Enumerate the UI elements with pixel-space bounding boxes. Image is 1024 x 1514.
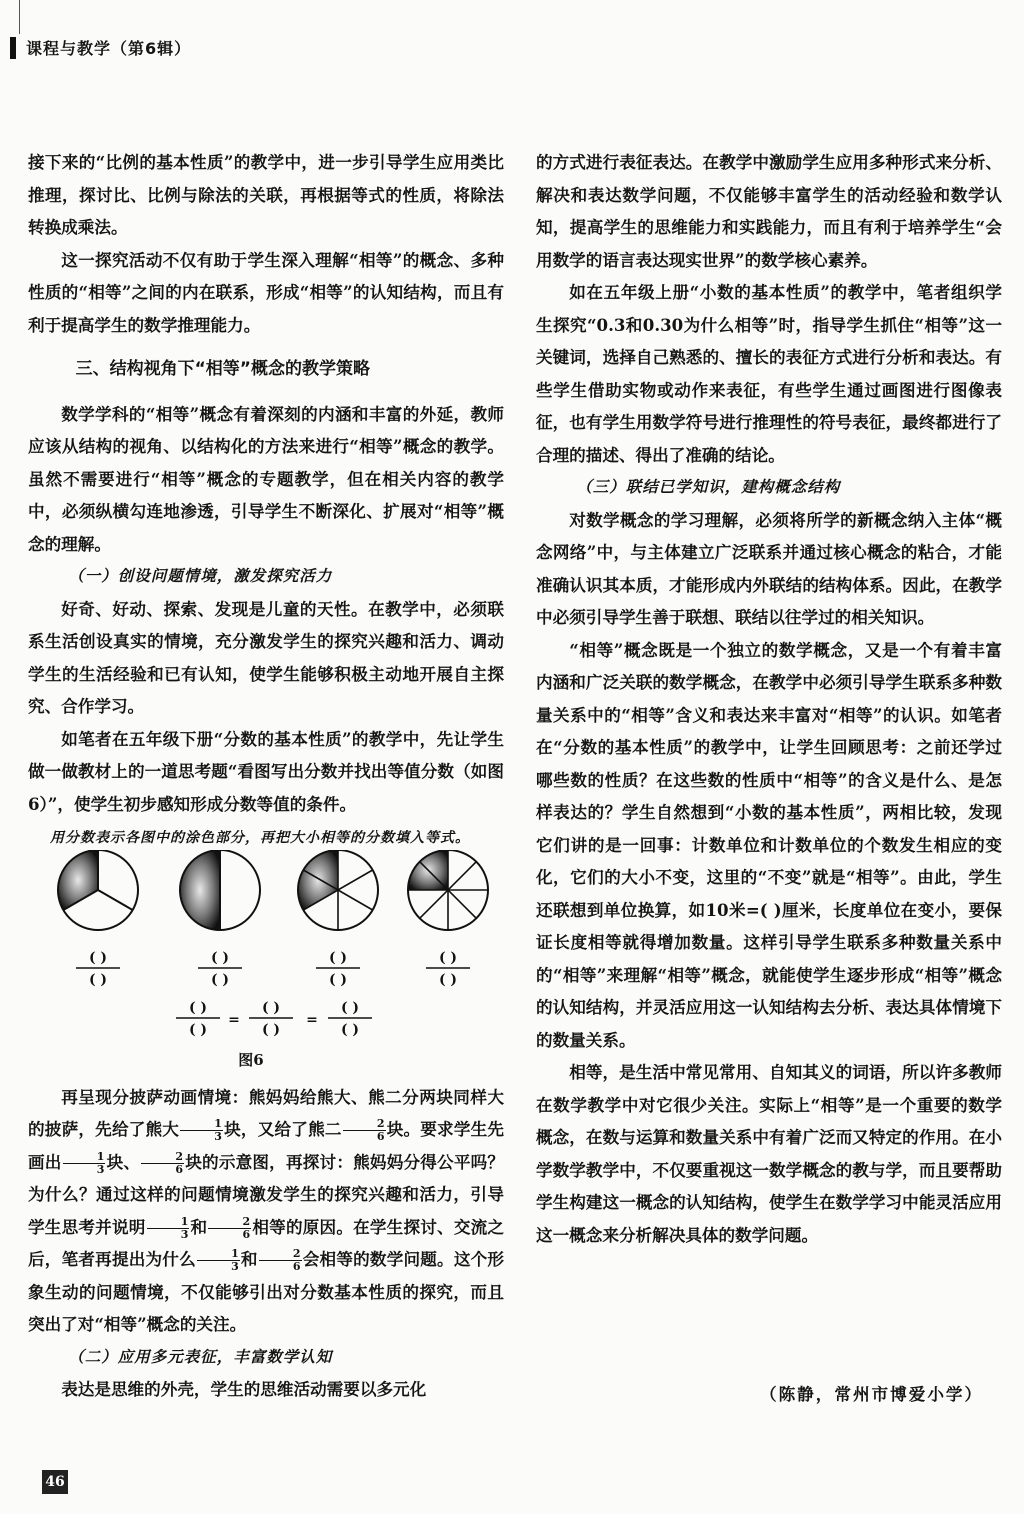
figure-label: 图6 [238,1051,264,1069]
right-column [536,146,1002,1251]
circle-eighths [408,850,488,930]
fraction-two-sixths: $\frac{2}{6}$ [343,1118,386,1143]
figure-caption: 用分数表示各图中的涂色部分，再把大小相等的分数填入等式。 [50,830,470,846]
paragraph-with-fractions: 再呈现分披萨动画情境：熊妈妈给熊大、熊二分两块同样大的披萨，先给了熊大 $\frac{1}{3}$ 块，又给了熊二 $\frac{2}{6}$ 块。要求学生先画出 $\frac{1}{3}$ 块、 $\frac{2}{6}$ 块的示意图，再探讨：熊妈妈分得公平吗？为什么？通过这样的问题情境激发学生的探究兴趣和活力，引导学生思考并说明 $\frac{1}{3}$ 和 $\frac{2}{6}$ 相等的原因。在学生探讨、交流之后，笔者再提出为什么 $\frac{1}{3}$ 和 $\frac{2}{6}$ 会相等的数学问题。这个形象生动的问题情境，不仅能够引出对分数基本性质的探究，而且突出了对“相等”概念的关注。 [28,1086,505,1334]
author-affiliation: （陈静，常州市博爱小学） [760,1384,984,1404]
paragraph: 数学学科的“相等”概念有着深刻的内涵和丰富的外延，教师应该从结构的视角、以结构化的方法来进行“相等”概念的教学。虽然不需要进行“相等”概念的专题教学，但在相关内容的教学中，必须纵横勾连地渗透，引导学生不断深化、扩展对“相等”概念的理解。 [28,403,504,554]
circle-halves [180,850,260,930]
paragraph: 对数学概念的学习理解，必须将所学的新概念纳入主体“概念网络”中，与主体建立广泛联系并通过核心概念的粘合，才能准确认识其本质，才能形成内外联结的结构体系。因此，在教学中必须引导学生善于联想、联结以往学过的相关知识。 [536,509,1002,627]
paragraph: 相等，是生活中常见常用、自知其义的词语，所以许多教师在数学教学中对它很少关注。实际上“相等”是一个重要的数学概念，在数与运算和数量关系中有着广泛而又特定的作用。在小学数学教学中，不仅要重视这一数学概念的教与学，而且要帮助学生构建这一概念的认知结构，使学生在数学学习中能灵活应用这一概念来分析解决具体的数学问题。 [536,1062,1002,1245]
equals-sign: = [306,1012,318,1028]
blank-numerator: ( ) [438,950,458,966]
fraction-two-sixths: $\frac{2}{6}$ [141,1151,184,1176]
section-heading: 三、结构视角下“相等”概念的教学策略 [75,359,370,379]
blank-denominator: ( ) [210,972,230,988]
paragraph: 的方式进行表征表达。在教学中激励学生应用多种形式来分析、解决和表达数学问题，不仅能够丰富学生的活动经验和数学认知，提高学生的思维能力和实践能力，而且有利于培养学生“会用数学的语言表达现实世界”的数学核心素养。 [536,152,1002,270]
fraction-circles-figure [28,850,504,1046]
running-header [10,36,191,59]
blank-denominator: ( ) [438,972,458,988]
subsection-heading: （一）创设问题情境，激发探究活力 [68,566,333,585]
paragraph: 如在五年级上册“小数的基本性质”的教学中，笔者组织学生探究“0.3和0.30为什么相等”时，指导学生抓住“相等”这一关键词，选择自己熟悉的、擅长的表征方式进行分析和表达。有些学生借助实物或动作来表征，有些学生通过画图进行图像表征，也有学生用数学符号进行推理性的符号表征，最终都进行了合理的描述、得出了准确的结论。 [536,282,1002,465]
blank-numerator: ( ) [210,950,230,966]
fraction-one-third: $\frac{1}{3}$ [197,1248,240,1273]
paragraph: 好奇、好动、探索、发现是儿童的天性。在教学中，必须联系生活创设真实的情境，充分激发学生的探究兴趣和活力、调动学生的生活经验和已有认知，使学生能够积极主动地开展自主探究、合作学习。 [28,598,504,716]
left-column [28,146,504,1406]
blank-denominator: ( ) [340,1022,360,1038]
blank-denominator: ( ) [328,972,348,988]
blank-denominator: ( ) [261,1022,281,1038]
blank-denominator: ( ) [188,1022,208,1038]
top-rule [19,0,20,34]
page-number: 46 [42,1470,68,1494]
subsection-heading: （三）联结已学知识，建构概念结构 [576,477,841,496]
circle-sixths [298,850,378,930]
blank-numerator: ( ) [328,950,348,966]
header-bar [10,37,16,59]
equals-sign: = [228,1012,240,1028]
paragraph: 接下来的“比例的基本性质”的教学中，进一步引导学生应用类比推理，探讨比、比例与除法的关联，再根据等式的性质，将除法转换成乘法。 [28,152,504,237]
paragraph: 如笔者在五年级下册“分数的基本性质”的教学中，先让学生做一做教材上的一道思考题“看图写出分数并找出等值分数（如图6）”，使学生初步感知形成分数等值的条件。 [28,728,504,814]
fraction-two-sixths: $\frac{2}{6}$ [208,1216,251,1241]
circle-thirds [58,850,138,930]
fraction-one-third: $\frac{1}{3}$ [180,1118,223,1143]
blank-denominator: ( ) [88,972,108,988]
paragraph: 表达是思维的外壳，学生的思维活动需要以多元化 [61,1379,427,1399]
blank-numerator: ( ) [261,1000,281,1016]
figure-6 [28,826,504,1077]
paragraph: 这一探究活动不仅有助于学生深入理解“相等”的概念、多种性质的“相等”之间的内在联系，形成“相等”的认知结构，而且有利于提高学生的数学推理能力。 [28,249,504,335]
fraction-one-third: $\frac{1}{3}$ [147,1216,190,1241]
blank-numerator: ( ) [188,1000,208,1016]
fraction-one-third: $\frac{1}{3}$ [63,1151,106,1176]
journal-title: 课程与教学（第6辑） [26,39,192,58]
fraction-two-sixths: $\frac{2}{6}$ [259,1248,302,1273]
subsection-heading: （二）应用多元表征，丰富数学认知 [68,1346,333,1366]
blank-numerator: ( ) [340,1000,360,1016]
paragraph: “相等”概念既是一个独立的数学概念，又是一个有着丰富内涵和广泛关联的数学概念，在教学中必须引导学生联系多种数量关系中的“相等”含义和表达来丰富对“相等”的认识。如笔者在“分数的基本性质”的教学中，让学生回顾思考：之前还学过哪些数的性质？在这些数的性质中“相等”的含义是什么、是怎样表达的？学生自然想到“小数的基本性质”，两相比较，发现它们讲的是一回事：计数单位和计数单位的个数发生相应的变化，它们的大小不变，这里的“不变”就是“相等”。由此，学生还联想到单位换算，如10米=( )厘米，长度单位在变小，要保证长度相等就得增加数量。这样引导学生联系多种数量关系中的“相等”来理解“相等”概念，就能使学生逐步形成“相等”概念的认知结构，并灵活应用这一认知结构去分析、表达具体情境下的数量关系。 [536,639,1002,1050]
blank-numerator: ( ) [88,950,108,966]
